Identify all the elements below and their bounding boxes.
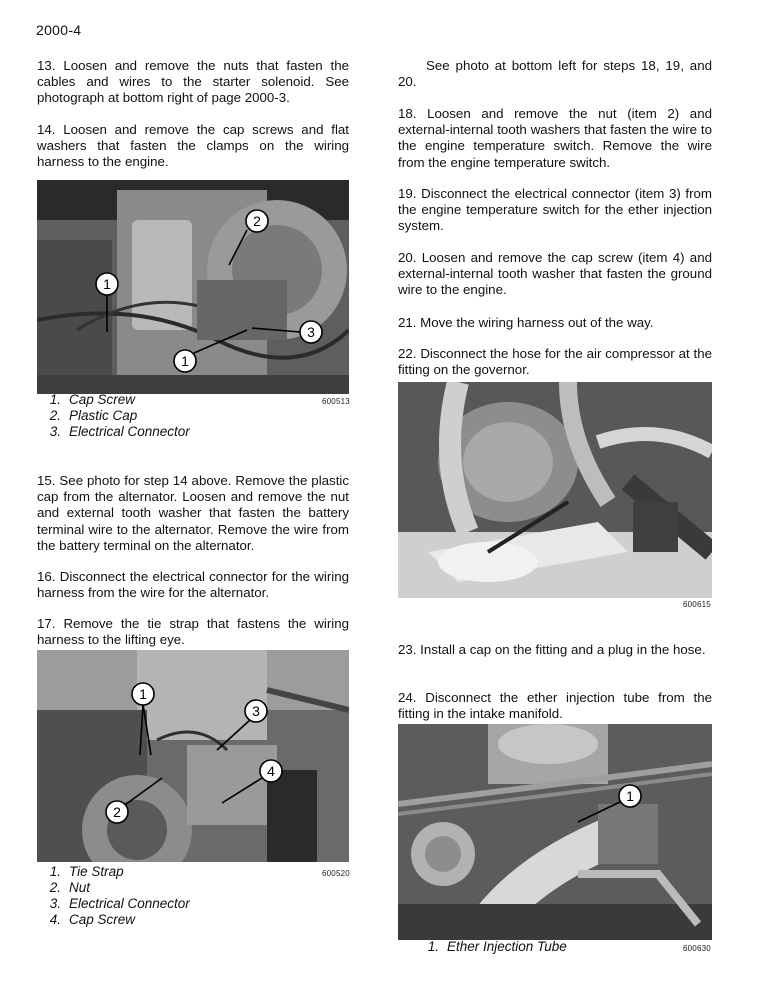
svg-text:1: 1 xyxy=(103,276,111,292)
svg-text:1: 1 xyxy=(626,788,634,804)
photo-air-compressor-hose xyxy=(398,382,712,598)
step-24: 24. Disconnect the ether injection tube from the fitting in the intake manifold. xyxy=(398,690,712,722)
photo4-legend xyxy=(415,939,567,955)
step-20: 20. Loosen and remove the cap screw (item 4) and external-internal tooth washer that fasten the ground wire to the engine. xyxy=(398,250,712,298)
legend-item: 3. Electrical Connector xyxy=(49,424,190,439)
step-19: 19. Disconnect the electrical connector (item 3) from the engine temperature switch for the ether injection system. xyxy=(398,186,712,234)
svg-text:1: 1 xyxy=(181,353,189,369)
legend-item: 1. Cap Screw xyxy=(49,392,136,407)
svg-text:3: 3 xyxy=(307,324,315,340)
step-17: 17. Remove the tie strap that fastens the wiring harness to the lifting eye. xyxy=(37,616,349,648)
svg-text:4: 4 xyxy=(267,763,275,779)
legend-item: 2. Nut xyxy=(49,880,91,895)
step-18: 18. Loosen and remove the nut (item 2) and external-internal tooth washers that fasten the wire to the engine temperature switch. Remove the wire from the engine temperature switch. xyxy=(398,106,712,170)
photo2-legend xyxy=(37,864,190,928)
photo-alternator-wiring xyxy=(37,180,349,394)
svg-text:2: 2 xyxy=(113,804,121,820)
legend-item: 1. Ether Injection Tube xyxy=(427,939,567,954)
page-number: 2000-4 xyxy=(36,22,82,38)
step-21: 21. Move the wiring harness out of the way. xyxy=(398,315,654,330)
legend-item: 1. Tie Strap xyxy=(49,864,124,879)
photo1-legend xyxy=(37,392,190,440)
photo-id: 600630 xyxy=(683,944,711,953)
legend-item: 3. Electrical Connector xyxy=(49,896,190,911)
step-14: 14. Loosen and remove the cap screws and flat washers that fasten the clamps on the wiring harness to the engine. xyxy=(37,122,349,170)
step-22: 22. Disconnect the hose for the air compressor at the fitting on the governor. xyxy=(398,346,712,378)
photo-id: 600513 xyxy=(322,397,350,406)
svg-text:3: 3 xyxy=(252,703,260,719)
legend-item: 4. Cap Screw xyxy=(49,912,136,927)
step-23: 23. Install a cap on the fitting and a plug in the hose. xyxy=(398,642,706,657)
photo-id: 600520 xyxy=(322,869,350,878)
photo-id: 600615 xyxy=(683,600,711,609)
svg-text:1: 1 xyxy=(139,686,147,702)
step-16: 16. Disconnect the electrical connector for the wiring harness from the wire for the alternator. xyxy=(37,569,349,601)
photo-ether-injection xyxy=(398,724,712,940)
steps-intro: See photo at bottom left for steps 18, 19, and 20. xyxy=(398,58,712,90)
step-13: 13. Loosen and remove the nuts that fasten the cables and wires to the starter solenoid. See photograph at bottom right of page 2000-3. xyxy=(37,58,349,106)
step-15: 15. See photo for step 14 above. Remove the plastic cap from the alternator. Loosen and remove the nut and external tooth washer that fasten the battery terminal wire to the alternator. Remove the wire from the battery terminal on the alternator. xyxy=(37,473,349,553)
photo-engine-harness xyxy=(37,650,349,862)
svg-text:2: 2 xyxy=(253,213,261,229)
legend-item: 2. Plastic Cap xyxy=(49,408,138,423)
